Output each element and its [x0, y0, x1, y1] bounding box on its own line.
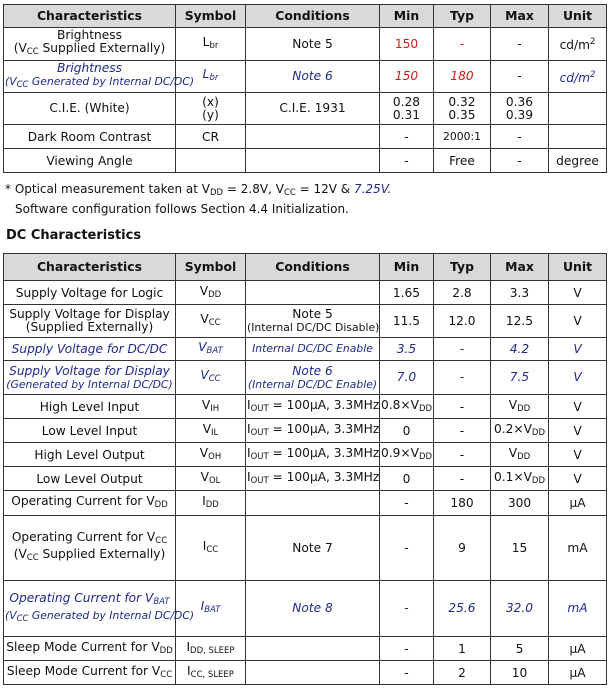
optical-header-row	[4, 5, 607, 28]
symbol-cell: $V_{DD}$	[176, 281, 246, 305]
max-cell: 10	[491, 661, 549, 685]
conditions-cell	[246, 491, 380, 516]
characteristic-cell: Dark Room Contrast	[4, 125, 176, 149]
max-cell: -	[491, 61, 549, 93]
unit-cell: mA	[549, 516, 607, 581]
characteristic-cell: Low Level Input	[4, 419, 176, 443]
header-typ: Typ	[434, 5, 491, 28]
conditions-cell	[246, 125, 380, 149]
min-cell: -	[380, 581, 434, 637]
max-cell: 3.3	[491, 281, 549, 305]
symbol-cell: $V_{OL}$	[176, 467, 246, 491]
characteristic-cell: Supply Voltage for Display (Generated by Internal DC/DC)	[4, 361, 176, 395]
max-cell: 12.5	[491, 305, 549, 338]
dc-header-row	[4, 254, 607, 281]
characteristic-sublabel: ($V_{CC}$ Supplied Externally)	[13, 41, 166, 57]
symbol-cell: $V_{OH}$	[176, 443, 246, 467]
max-cell: 0.36 0.39	[491, 93, 549, 125]
table-row	[4, 491, 607, 516]
conditions-cell: Internal DC/DC Enable	[246, 338, 380, 361]
min-cell: -	[380, 125, 434, 149]
symbol-cell: (x) (y)	[176, 93, 246, 125]
unit-cell: µA	[549, 491, 607, 516]
unit-cell: V	[549, 443, 607, 467]
characteristic-cell: Sleep Mode Current for $V_{DD}$	[4, 637, 176, 661]
header-min: Min	[380, 5, 434, 28]
min-cell: -	[380, 516, 434, 581]
characteristic-cell: Operating Current for $V_{CC}$ ($V_{CC}$ Supplied Externally)	[4, 516, 176, 581]
typ-cell: 12.0	[434, 305, 491, 338]
unit-cell: mA	[549, 581, 607, 637]
symbol-cell	[176, 149, 246, 173]
min-cell: -	[380, 491, 434, 516]
unit-cell	[549, 125, 607, 149]
header-max: Max	[491, 5, 549, 28]
characteristic-cell: High Level Input	[4, 395, 176, 419]
header-symbol: Symbol	[176, 254, 246, 281]
header-symbol: Symbol	[176, 5, 246, 28]
min-cell: $0.9\times V_{DD}$	[380, 443, 434, 467]
table-row	[4, 467, 607, 491]
conditions-cell	[246, 149, 380, 173]
typ-cell: 9	[434, 516, 491, 581]
header-conditions: Conditions	[246, 254, 380, 281]
symbol-cell: $I_{CC, SLEEP}$	[176, 661, 246, 685]
table-row	[4, 516, 607, 581]
conditions-cell: Note 7	[246, 516, 380, 581]
symbol-cell: $V_{IL}$	[176, 419, 246, 443]
unit-cell: µA	[549, 661, 607, 685]
characteristic-cell	[4, 28, 176, 61]
min-cell: -	[380, 637, 434, 661]
unit-cell: V	[549, 281, 607, 305]
footnote-line-1: * Optical measurement taken at $V_{DD} = 2.8V$, $V_{CC} = 12V$ & 7.25V.	[5, 182, 392, 198]
conditions-cell: Note 5	[246, 28, 380, 61]
max-cell: 7.5	[491, 361, 549, 395]
unit-cell: $cd/m^2$	[549, 61, 607, 93]
typ-cell: -	[434, 443, 491, 467]
characteristic-cell: Operating Current for $V_{BAT}$ ($V_{CC}$ Generated by Internal DC/DC)	[4, 581, 176, 637]
min-cell: 0.28 0.31	[380, 93, 434, 125]
table-row	[4, 395, 607, 419]
typ-cell: 180	[434, 61, 491, 93]
symbol-cell: $V_{CC}$	[176, 305, 246, 338]
symbol-cell: $L_{br}$	[176, 28, 246, 61]
header-characteristics: Characteristics	[4, 5, 176, 28]
characteristic-cell	[4, 60, 195, 93]
min-cell: 7.0	[380, 361, 434, 395]
header-typ: Typ	[434, 254, 491, 281]
min-cell: 150	[380, 28, 434, 61]
max-cell: -	[491, 28, 549, 61]
max-cell: -	[491, 125, 549, 149]
symbol-cell: $V_{IH}$	[176, 395, 246, 419]
table-row	[4, 581, 607, 637]
header-unit: Unit	[549, 254, 607, 281]
max-cell: $0.1\times V_{DD}$	[491, 467, 549, 491]
min-cell: 1.65	[380, 281, 434, 305]
typ-cell: 180	[434, 491, 491, 516]
table-row	[4, 61, 607, 93]
max-cell: $V_{DD}$	[491, 443, 549, 467]
table-row	[4, 443, 607, 467]
unit-cell: V	[549, 305, 607, 338]
unit-cell	[549, 93, 607, 125]
characteristic-label: Brightness	[57, 28, 122, 42]
conditions-cell	[246, 281, 380, 305]
min-cell: -	[380, 149, 434, 173]
characteristic-label: Brightness	[57, 60, 122, 75]
unit-cell: V	[549, 361, 607, 395]
unit-cell: degree	[549, 149, 607, 173]
characteristic-cell: Operating Current for $V_{DD}$	[4, 491, 176, 516]
conditions-cell	[246, 637, 380, 661]
characteristic-cell: Sleep Mode Current for $V_{CC}$	[4, 661, 176, 685]
optical-characteristics-table	[3, 4, 607, 173]
symbol-cell: $I_{BAT}$	[176, 581, 246, 637]
footnote-line-2: Software configuration follows Section 4.4 Initialization.	[15, 202, 349, 216]
symbol-cell: $I_{DD}$	[176, 491, 246, 516]
unit-cell: $cd/m^2$	[549, 28, 607, 61]
characteristic-cell: C.I.E. (White)	[4, 93, 176, 125]
typ-cell: -	[434, 338, 491, 361]
characteristic-cell: Viewing Angle	[4, 149, 176, 173]
unit-cell: V	[549, 338, 607, 361]
characteristic-sublabel: ($V_{CC}$ Generated by Internal DC/DC)	[5, 74, 195, 90]
min-cell: 150	[380, 61, 434, 93]
table-row	[4, 93, 607, 125]
max-cell: -	[491, 149, 549, 173]
typ-cell: 2000:1	[434, 125, 491, 149]
table-row	[4, 281, 607, 305]
min-cell: $0.8\times V_{DD}$	[380, 395, 434, 419]
conditions-cell: $I_{OUT} = 100\mu A$, 3.3MHz	[246, 419, 380, 443]
table-row	[4, 637, 607, 661]
unit-cell: µA	[549, 637, 607, 661]
table-row	[4, 361, 607, 395]
unit-cell: V	[549, 467, 607, 491]
typ-cell: 0.32 0.35	[434, 93, 491, 125]
symbol-cell: $I_{DD, SLEEP}$	[176, 637, 246, 661]
table-row	[4, 419, 607, 443]
typ-cell: -	[434, 28, 491, 61]
conditions-cell: Note 5 (Internal DC/DC Disable)	[246, 305, 380, 338]
table-row	[4, 125, 607, 149]
typ-cell: 2.8	[434, 281, 491, 305]
dc-characteristics-table	[3, 253, 607, 685]
conditions-cell: Note 6 (Internal DC/DC Enable)	[246, 361, 380, 395]
characteristic-cell: Supply Voltage for DC/DC	[4, 338, 176, 361]
table-row	[4, 338, 607, 361]
unit-cell: V	[549, 419, 607, 443]
header-characteristics: Characteristics	[4, 254, 176, 281]
max-cell: 15	[491, 516, 549, 581]
section-title: DC Characteristics	[6, 228, 142, 243]
conditions-cell: C.I.E. 1931	[246, 93, 380, 125]
max-cell: 5	[491, 637, 549, 661]
typ-cell: -	[434, 467, 491, 491]
header-unit: Unit	[549, 5, 607, 28]
conditions-cell: $I_{OUT} = 100\mu A$, 3.3MHz	[246, 443, 380, 467]
symbol-cell: CR	[176, 125, 246, 149]
symbol-cell: $V_{CC}$	[176, 361, 246, 395]
typ-cell: 1	[434, 637, 491, 661]
symbol-cell: $V_{BAT}$	[176, 338, 246, 361]
table-row	[4, 305, 607, 338]
characteristic-cell: High Level Output	[4, 443, 176, 467]
conditions-cell	[246, 661, 380, 685]
max-cell: 32.0	[491, 581, 549, 637]
symbol-cell: $I_{CC}$	[176, 516, 246, 581]
min-cell: 0	[380, 467, 434, 491]
typ-cell: -	[434, 395, 491, 419]
typ-cell: 2	[434, 661, 491, 685]
max-cell: 4.2	[491, 338, 549, 361]
table-row	[4, 149, 607, 173]
characteristic-cell: Supply Voltage for Logic	[4, 281, 176, 305]
typ-cell: Free	[434, 149, 491, 173]
min-cell: -	[380, 661, 434, 685]
typ-cell: 25.6	[434, 581, 491, 637]
min-cell: 3.5	[380, 338, 434, 361]
conditions-cell: Note 8	[246, 581, 380, 637]
min-cell: 11.5	[380, 305, 434, 338]
symbol-cell: $L_{br}$	[176, 61, 246, 93]
conditions-cell: $I_{OUT} = 100\mu A$, 3.3MHz	[246, 467, 380, 491]
max-cell: 300	[491, 491, 549, 516]
conditions-cell: Note 6	[246, 61, 380, 93]
characteristic-cell: Low Level Output	[4, 467, 176, 491]
table-row	[4, 28, 607, 61]
min-cell: 0	[380, 419, 434, 443]
typ-cell: -	[434, 419, 491, 443]
characteristic-cell: Supply Voltage for Display (Supplied Externally)	[4, 305, 176, 338]
table-row	[4, 661, 607, 685]
max-cell: $0.2\times V_{DD}$	[491, 419, 549, 443]
header-max: Max	[491, 254, 549, 281]
unit-cell: V	[549, 395, 607, 419]
max-cell: $V_{DD}$	[491, 395, 549, 419]
conditions-cell: $I_{OUT} = 100\mu A$, 3.3MHz	[246, 395, 380, 419]
optical-footnote	[5, 181, 391, 217]
typ-cell: -	[434, 361, 491, 395]
header-min: Min	[380, 254, 434, 281]
header-conditions: Conditions	[246, 5, 380, 28]
